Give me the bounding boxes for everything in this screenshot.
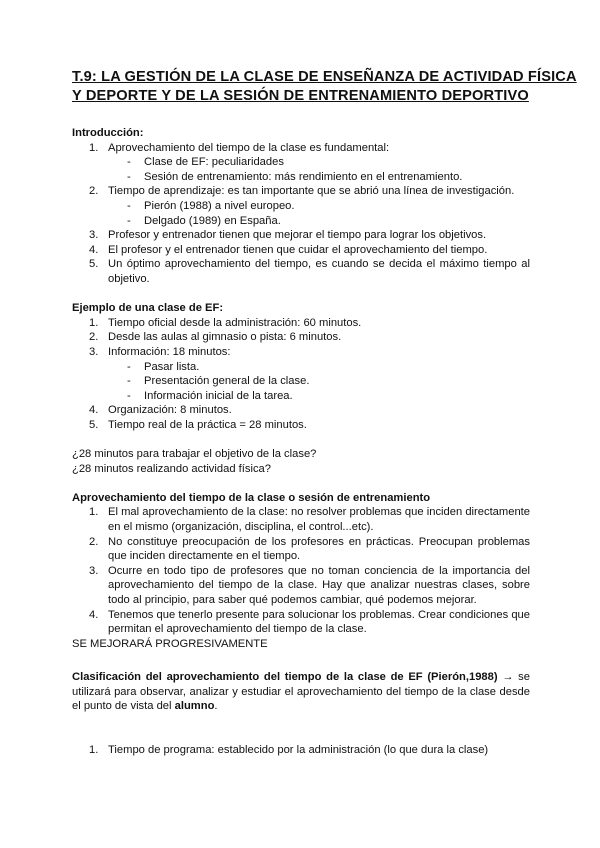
dash-bullet-icon: -: [127, 170, 131, 183]
list-item: [72, 418, 530, 433]
dash-bullet-icon: -: [127, 199, 131, 212]
sub-list-item: [72, 170, 530, 185]
sub-list-item: [72, 374, 530, 389]
sub-item-text: Pasar lista.: [144, 360, 200, 373]
list-item: [72, 257, 530, 286]
sub-item-text: Pierón (1988) a nivel europeo.: [144, 199, 295, 212]
clasificacion-text: se utilizará para observar, analizar y estudiar el aprovechamiento del tiempo de la clase desde el punto de vista del: [72, 670, 530, 713]
section-heading: Aprovechamiento del tiempo de la clase o sesión de entrenamiento: [72, 491, 431, 504]
question-2: ¿28 minutos realizando actividad física?: [72, 462, 271, 475]
list-item: [72, 141, 530, 185]
dash-bullet-icon: -: [127, 389, 131, 402]
sub-list: [108, 155, 530, 184]
sub-list-item: [72, 155, 530, 170]
sub-item-text: Presentación general de la clase.: [144, 375, 310, 388]
list-item: [72, 184, 530, 228]
numbered-list: [72, 505, 530, 636]
list-item: [72, 743, 530, 758]
sub-item-text: Información inicial de la tarea.: [144, 389, 293, 402]
sub-list-item: [72, 199, 530, 214]
list-item-text: El mal aprovechamiento de la clase: no resolver problemas que inciden directamente en el mismo (organización, disciplina, el control...etc).: [108, 506, 530, 534]
list-item: [72, 228, 530, 243]
sub-item-text: Delgado (1989) en España.: [144, 214, 281, 227]
list-item: [72, 345, 530, 403]
clasificacion-heading: Clasificación del aprovechamiento del tiempo de la clase de EF (Pierón,1988): [72, 670, 498, 683]
sub-list-item: [72, 389, 530, 404]
numbered-list: [72, 141, 530, 287]
arrow-right-icon: →: [502, 670, 514, 683]
list-item: [72, 608, 530, 637]
list-number: 3.: [89, 345, 99, 358]
section-heading: Ejemplo de una clase de EF:: [72, 302, 224, 315]
list-number: 1.: [89, 506, 99, 519]
dash-bullet-icon: -: [127, 214, 131, 227]
clasificacion-text-end: .: [214, 700, 218, 713]
list-item-text: Tenemos que tenerlo presente para solucionar los problemas. Crear condiciones que permitan el aprovechamiento del tiempo de la clase.: [108, 608, 530, 636]
list-item-text: Profesor y entrenador tienen que mejorar el tiempo para lograr los objetivos.: [108, 229, 487, 242]
list-number: 1.: [89, 743, 99, 756]
list-item: [72, 564, 530, 608]
sub-item-text: Sesión de entrenamiento: más rendimiento en el entrenamiento.: [144, 170, 463, 183]
list-number: 1.: [89, 316, 99, 329]
list-number: 2.: [89, 185, 99, 198]
list-number: 4.: [89, 243, 99, 256]
list-item-text: Información: 18 minutos:: [108, 345, 231, 358]
sub-list-item: [72, 214, 530, 229]
list-number: 5.: [89, 418, 99, 431]
sub-list: [108, 199, 530, 228]
list-number: 2.: [89, 331, 99, 344]
numbered-list: [72, 316, 530, 433]
list-number: 1.: [89, 141, 99, 154]
list-item-text: Organización: 8 minutos.: [108, 404, 232, 417]
question-1: ¿28 minutos para trabajar el objetivo de la clase?: [72, 448, 317, 461]
list-number: 5.: [89, 258, 99, 271]
title-line-1: T.9: LA GESTIÓN DE LA CLASE DE ENSEÑANZA DE ACTIVIDAD FÍSICA: [72, 69, 577, 85]
numbered-list: [72, 743, 530, 758]
title-line-2: Y DEPORTE Y DE LA SESIÓN DE ENTRENAMIENTO DEPORTIVO: [72, 88, 529, 104]
list-item-text: Un óptimo aprovechamiento del tiempo, es cuando se decida el máximo tiempo al objetivo.: [108, 258, 530, 285]
list-number: 4.: [89, 608, 99, 621]
sub-list-item: [72, 360, 530, 375]
list-number: 3.: [89, 229, 99, 242]
section-ejemplo: [72, 301, 530, 476]
sub-item-text: Clase de EF: peculiaridades: [144, 156, 284, 169]
list-item: [72, 330, 530, 345]
sub-list: [108, 360, 530, 404]
list-number: 3.: [89, 564, 99, 577]
dash-bullet-icon: -: [127, 375, 131, 388]
alumno-emphasis: alumno: [174, 700, 215, 713]
closing-statement: SE MEJORARÁ PROGRESIVAMENTE: [72, 637, 268, 650]
list-item: [72, 505, 530, 534]
list-item-text: No constituye preocupación de los profesores en prácticas. Preocupan problemas que inciden directamente en el tiempo.: [108, 535, 530, 563]
list-item-text: Tiempo real de la práctica = 28 minutos.: [108, 418, 307, 431]
list-item-text: Tiempo de programa: establecido por la administración (lo que dura la clase): [108, 743, 489, 756]
list-item: [72, 403, 530, 418]
list-item-text: Tiempo oficial desde la administración: 60 minutos.: [108, 316, 362, 329]
document-page: [72, 68, 577, 758]
section-introduccion: [72, 126, 530, 287]
list-item-text: El profesor y el entrenador tienen que cuidar el aprovechamiento del tiempo.: [108, 243, 488, 256]
list-item: [72, 243, 530, 258]
list-item-text: Aprovechamiento del tiempo de la clase es fundamental:: [108, 141, 390, 154]
list-item-text: Ocurre en todo tipo de profesores que no toman conciencia de la importancia del aprovechamiento del tiempo de la clase. Hay que analizar nuestras clases, sobre todo al principio, para saber qué podemos cambiar, qué podemos mejorar.: [108, 564, 530, 606]
list-item-text: Desde las aulas al gimnasio o pista: 6 minutos.: [108, 331, 342, 344]
list-item: [72, 535, 530, 564]
section-clasificacion: [72, 670, 530, 758]
section-heading: Introducción:: [72, 127, 144, 139]
list-number: 2.: [89, 535, 99, 548]
document-title: [72, 68, 577, 106]
section-aprovechamiento: [72, 491, 530, 652]
list-number: 4.: [89, 404, 99, 417]
dash-bullet-icon: -: [127, 156, 131, 169]
clasificacion-paragraph: [72, 670, 530, 714]
list-item-text: Tiempo de aprendizaje: es tan importante que se abrió una línea de investigación.: [108, 185, 515, 198]
list-item: [72, 316, 530, 331]
dash-bullet-icon: -: [127, 360, 131, 373]
